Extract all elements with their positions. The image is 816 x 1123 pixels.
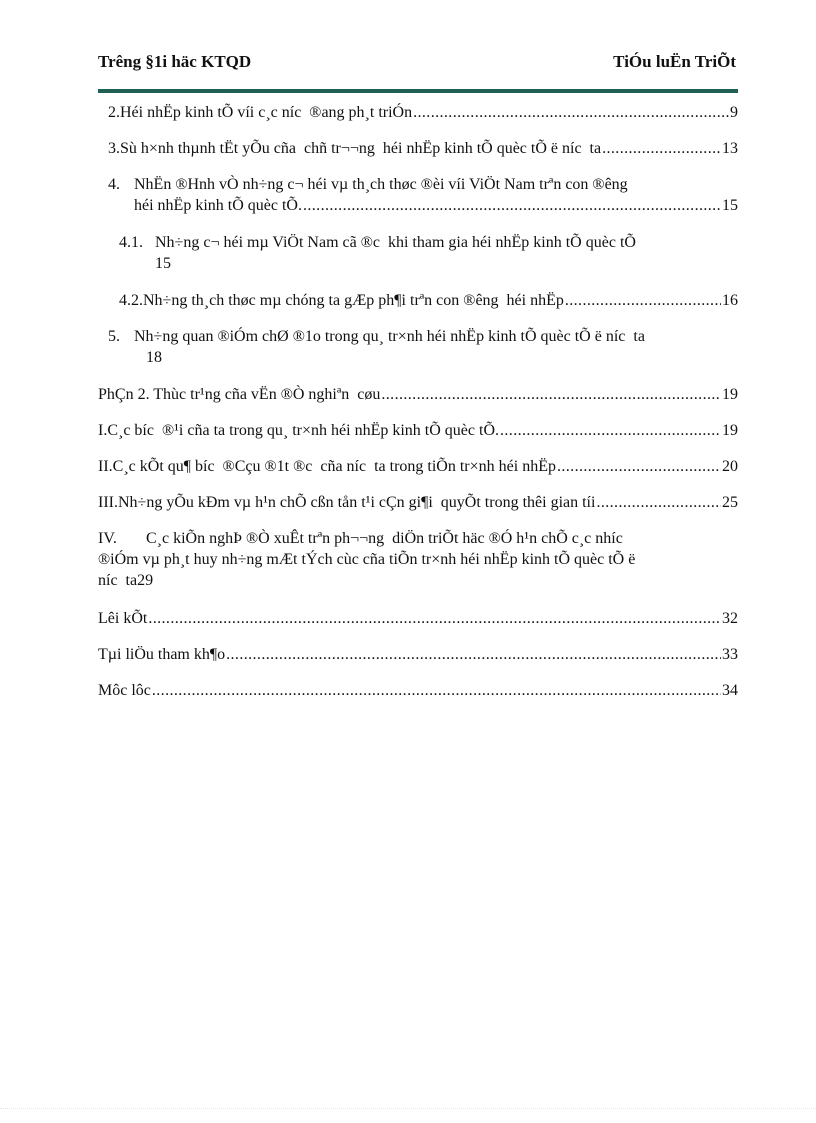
header-document-title: TiÓu luËn TriÕt xyxy=(613,52,736,71)
toc-title: Nh÷ng yÕu kÐm vµ h¹n chÕ cßn tån t¹i cÇn gi¶i quyÕt trong thêi gian tíi xyxy=(117,494,596,511)
toc-title: PhÇn 2. Thùc tr¹ng cña vËn ®Ò nghiªn cøu xyxy=(98,386,381,403)
toc-number: 3. xyxy=(108,140,120,157)
toc-leader xyxy=(152,680,721,701)
toc-entry xyxy=(98,528,738,591)
toc-title: C¸c kiÕn nghÞ ®Ò xuÊt trªn ph¬¬ng diÖn triÕt häc ®Ó h¹n chÕ c¸c nhíc xyxy=(146,530,623,547)
toc-entry xyxy=(108,174,738,216)
toc-leader xyxy=(602,138,721,159)
toc-title: Lêi kÕt xyxy=(98,610,148,627)
toc-title-continued: héi nhËp kinh tÕ quèc tÕ. xyxy=(134,197,302,214)
toc-number: III. xyxy=(98,494,118,511)
toc-title: NhËn ®Hnh vÒ nh÷ng c¬ héi vµ th¸ch thøc ®èi víi ViÖt Nam trªn con ®êng xyxy=(134,176,628,193)
page-header xyxy=(98,52,738,76)
toc-entry xyxy=(119,290,738,311)
toc-page-number: 34 xyxy=(722,682,738,699)
toc-page-number: 19 xyxy=(722,422,738,439)
toc-title: C¸c kÕt qu¶ bíc ®Cçu ®1t ®c cña níc ta trong tiÕn tr×nh héi nhËp xyxy=(112,458,556,475)
toc-number: 4.1. xyxy=(119,234,143,251)
toc-leader xyxy=(565,290,721,311)
toc-title-continued: ®iÓm vµ ph¸t huy nh÷ng mÆt tÝch cùc cña tiÕn tr×nh héi nhËp kinh tÕ quèc tÕ ë xyxy=(98,551,636,568)
header-divider xyxy=(98,89,738,93)
toc-page-number: 19 xyxy=(722,386,738,403)
toc-title: Môc lôc xyxy=(98,682,151,699)
toc-leader xyxy=(148,608,721,629)
toc-leader xyxy=(303,195,721,216)
toc-page-number: 16 xyxy=(722,292,738,309)
page-bottom-edge xyxy=(0,1108,816,1110)
toc-leader xyxy=(381,384,721,405)
toc-number: 5. xyxy=(108,328,120,345)
toc-page-number: 20 xyxy=(722,458,738,475)
toc-title: Héi nhËp kinh tÕ víi c¸c níc ®ang ph¸t triÓn xyxy=(120,104,413,121)
toc-entry xyxy=(98,492,738,513)
toc-entry xyxy=(98,384,738,405)
toc-entry xyxy=(108,326,738,368)
toc-page-number: 15 xyxy=(722,197,738,214)
toc-leader xyxy=(413,102,729,123)
toc-number: 2. xyxy=(108,104,120,121)
header-institution: Trêng §1i häc KTQD xyxy=(98,52,252,71)
toc-page-number: 32 xyxy=(722,610,738,627)
toc-title-continued: níc ta29 xyxy=(98,572,154,589)
toc-entry xyxy=(98,608,738,629)
toc-entry xyxy=(108,138,738,159)
toc-entry xyxy=(108,102,738,123)
toc-number: 4. xyxy=(108,176,120,193)
toc-page-number: 9 xyxy=(730,104,738,121)
toc-page-number: 25 xyxy=(722,494,738,511)
toc-leader xyxy=(557,456,721,477)
toc-leader xyxy=(226,644,721,665)
toc-title: Sù h×nh thµnh tËt yÕu cña chñ tr¬¬ng héi nhËp kinh tÕ quèc tÕ ë níc ta xyxy=(120,140,602,157)
toc-page-number: 15 xyxy=(155,255,171,272)
toc-page-number: 33 xyxy=(722,646,738,663)
toc-title: Tµi liÖu tham kh¶o xyxy=(98,646,226,663)
toc-number: IV. xyxy=(98,530,117,547)
toc-title: C¸c bíc ®¹i cña ta trong qu¸ tr×nh héi nhËp kinh tÕ quèc tÕ. xyxy=(107,422,499,439)
toc-title: Nh÷ng th¸ch thøc mµ chóng ta gÆp ph¶i trªn con ®êng héi nhËp xyxy=(143,292,564,309)
toc-entry xyxy=(98,456,738,477)
toc-page-number: 13 xyxy=(722,140,738,157)
toc-entry xyxy=(119,232,738,274)
toc-leader xyxy=(500,420,721,441)
toc-number: II. xyxy=(98,458,113,475)
toc-page-number: 18 xyxy=(146,349,162,366)
toc-title: Nh÷ng c¬ héi mµ ViÖt Nam cã ®c khi tham gia héi nhËp kinh tÕ quèc tÕ xyxy=(155,234,636,251)
toc-entry xyxy=(98,420,738,441)
toc-number: 4.2. xyxy=(119,292,143,309)
toc-title: Nh÷ng quan ®iÓm chØ ®1o trong qu¸ tr×nh héi nhËp kinh tÕ quèc tÕ ë níc ta xyxy=(134,328,645,345)
toc-entry xyxy=(98,644,738,665)
toc-entry xyxy=(98,680,738,701)
toc-number: I. xyxy=(98,422,108,439)
toc-leader xyxy=(596,492,721,513)
